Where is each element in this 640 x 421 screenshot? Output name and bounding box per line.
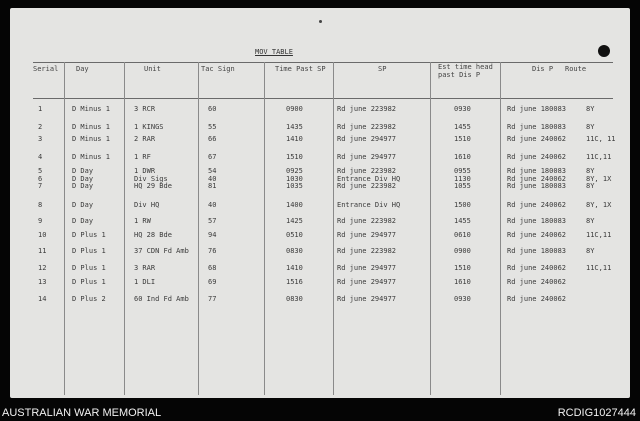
- cell-est-time: 1510: [454, 264, 471, 272]
- cell-unit: 1 DLI: [134, 278, 156, 286]
- cell-tac-sign: 76: [208, 247, 217, 255]
- cell-tac-sign: 57: [208, 217, 217, 225]
- document-title: MOV TABLE: [255, 48, 293, 56]
- cell-route: 11C,11: [586, 264, 612, 272]
- cell-tac-sign: 77: [208, 295, 217, 303]
- cell-serial: 12: [38, 264, 47, 272]
- cell-day: D Plus 1: [72, 231, 106, 239]
- cell-time: 1410: [286, 264, 303, 272]
- cell-serial: 8: [38, 201, 43, 209]
- cell-route: 8Y: [586, 217, 595, 225]
- cell-serial: 5: [38, 167, 43, 175]
- cell-dis-p: Rd june 240062: [507, 175, 567, 183]
- cell-tac-sign: 40: [208, 175, 217, 183]
- cell-est-time: 1055: [454, 182, 471, 190]
- cell-dis-p: Rd june 240062: [507, 295, 567, 303]
- cell-unit: 1 KINGS: [134, 123, 164, 131]
- cell-time: 1516: [286, 278, 303, 286]
- cell-time: 0900: [286, 105, 303, 113]
- cell-serial: 4: [38, 153, 43, 161]
- cell-serial: 6: [38, 175, 43, 183]
- cell-day: D Plus 2: [72, 295, 106, 303]
- cell-time: 1030: [286, 175, 303, 183]
- cell-unit: Div Sigs: [134, 175, 168, 183]
- cell-dis-p: Rd june 240062: [507, 278, 567, 286]
- cell-time: 0830: [286, 295, 303, 303]
- cell-route: 11C, 11: [586, 135, 616, 143]
- cell-est-time: 0930: [454, 105, 471, 113]
- column-divider: [500, 62, 501, 395]
- cell-unit: 37 CDN Fd Amb: [134, 247, 189, 255]
- cell-tac-sign: 40: [208, 201, 217, 209]
- cell-dis-p: Rd june 180083: [507, 123, 567, 131]
- cell-route: 11C,11: [586, 231, 612, 239]
- cell-tac-sign: 55: [208, 123, 217, 131]
- header-serial: Serial: [33, 65, 59, 73]
- cell-sp: Rd june 223982: [337, 105, 397, 113]
- column-divider: [64, 62, 65, 395]
- cell-day: D Plus 1: [72, 264, 106, 272]
- cell-est-time: 0900: [454, 247, 471, 255]
- cell-dis-p: Rd june 240062: [507, 231, 567, 239]
- header-route: Route: [565, 65, 587, 73]
- cell-time: 1400: [286, 201, 303, 209]
- cell-sp: Rd june 294977: [337, 153, 397, 161]
- cell-sp: Rd june 294977: [337, 295, 397, 303]
- column-divider: [333, 62, 334, 395]
- cell-sp: Rd june 223982: [337, 167, 397, 175]
- cell-time: 0925: [286, 167, 303, 175]
- cell-tac-sign: 60: [208, 105, 217, 113]
- cell-serial: 1: [38, 105, 43, 113]
- cell-route: 11C,11: [586, 153, 612, 161]
- cell-sp: Rd june 294977: [337, 231, 397, 239]
- cell-dis-p: Rd june 180083: [507, 247, 567, 255]
- cell-route: 8Y: [586, 167, 595, 175]
- cell-dis-p: Rd june 180083: [507, 217, 567, 225]
- cell-est-time: 1130: [454, 175, 471, 183]
- cell-unit: 60 Ind Fd Amb: [134, 295, 189, 303]
- cell-time: 1410: [286, 135, 303, 143]
- cell-est-time: 0610: [454, 231, 471, 239]
- cell-sp: Rd june 294977: [337, 278, 397, 286]
- cell-sp: Rd june 294977: [337, 264, 397, 272]
- cell-unit: HQ 28 Bde: [134, 231, 172, 239]
- table-header-rule: [33, 98, 613, 99]
- header-tac-sign: Tac Sign: [201, 65, 235, 73]
- cell-serial: 14: [38, 295, 47, 303]
- cell-route: 8Y: [586, 247, 595, 255]
- cell-sp: Rd june 223982: [337, 182, 397, 190]
- cell-est-time: 1455: [454, 123, 471, 131]
- cell-est-time: 0930: [454, 295, 471, 303]
- cell-dis-p: Rd june 240062: [507, 264, 567, 272]
- cell-day: D Day: [72, 217, 94, 225]
- cell-day: D Day: [72, 167, 94, 175]
- cell-time: 1510: [286, 153, 303, 161]
- cell-day: D Day: [72, 175, 94, 183]
- cell-route: 8Y, 1X: [586, 201, 612, 209]
- cell-time: 1035: [286, 182, 303, 190]
- cell-unit: 2 RAR: [134, 135, 156, 143]
- cell-dis-p: Rd june 240062: [507, 153, 567, 161]
- cell-serial: 13: [38, 278, 47, 286]
- cell-day: D Minus 1: [72, 135, 110, 143]
- header-sp: SP: [378, 65, 387, 73]
- cell-sp: Rd june 294977: [337, 135, 397, 143]
- document-sheet: [10, 8, 630, 398]
- cell-est-time: 1510: [454, 135, 471, 143]
- cell-serial: 9: [38, 217, 43, 225]
- cell-tac-sign: 69: [208, 278, 217, 286]
- cell-day: D Minus 1: [72, 105, 110, 113]
- cell-unit: 1 DWR: [134, 167, 156, 175]
- cell-serial: 3: [38, 135, 43, 143]
- cell-est-time: 1610: [454, 278, 471, 286]
- cell-day: D Day: [72, 182, 94, 190]
- cell-dis-p: Rd june 240062: [507, 135, 567, 143]
- column-divider: [198, 62, 199, 395]
- cell-day: D Plus 1: [72, 247, 106, 255]
- cell-est-time: 1610: [454, 153, 471, 161]
- cell-unit: 1 RW: [134, 217, 151, 225]
- cell-day: D Minus 1: [72, 123, 110, 131]
- cell-est-time: 1500: [454, 201, 471, 209]
- table-top-rule: [33, 62, 613, 63]
- cell-est-time: 0955: [454, 167, 471, 175]
- cell-route: 8Y: [586, 105, 595, 113]
- header-day: Day: [76, 65, 89, 73]
- header-unit: Unit: [144, 65, 161, 73]
- cell-time: 0830: [286, 247, 303, 255]
- cell-unit: 3 RAR: [134, 264, 156, 272]
- footer-right: RCDIG1027444: [557, 407, 636, 419]
- cell-unit: 3 RCR: [134, 105, 156, 113]
- cell-unit: 1 RF: [134, 153, 151, 161]
- cell-route: 8Y: [586, 123, 595, 131]
- header-dis-p: Dis P: [532, 65, 554, 73]
- cell-sp: Entrance Div HQ: [337, 201, 401, 209]
- cell-serial: 10: [38, 231, 47, 239]
- cell-tac-sign: 67: [208, 153, 217, 161]
- cell-time: 1425: [286, 217, 303, 225]
- cell-tac-sign: 81: [208, 182, 217, 190]
- cell-sp: Entrance Div HQ: [337, 175, 401, 183]
- cell-day: D Plus 1: [72, 278, 106, 286]
- cell-route: 8Y: [586, 182, 595, 190]
- cell-unit: Div HQ: [134, 201, 160, 209]
- cell-time: 1435: [286, 123, 303, 131]
- header-est-time: Est time head past Dis P: [438, 63, 493, 79]
- column-divider: [124, 62, 125, 395]
- cell-serial: 2: [38, 123, 43, 131]
- cell-dis-p: Rd june 180083: [507, 105, 567, 113]
- cell-sp: Rd june 223982: [337, 247, 397, 255]
- cell-sp: Rd june 223982: [337, 217, 397, 225]
- cell-time: 0510: [286, 231, 303, 239]
- cell-day: D Day: [72, 201, 94, 209]
- cell-dis-p: Rd june 180083: [507, 182, 567, 190]
- cell-dis-p: Rd june 180083: [507, 167, 567, 175]
- column-divider: [264, 62, 265, 395]
- ink-dot: [319, 20, 322, 23]
- cell-tac-sign: 66: [208, 135, 217, 143]
- cell-serial: 7: [38, 182, 43, 190]
- column-divider: [430, 62, 431, 395]
- cell-route: 8Y, 1X: [586, 175, 612, 183]
- cell-tac-sign: 68: [208, 264, 217, 272]
- cell-tac-sign: 54: [208, 167, 217, 175]
- cell-sp: Rd june 223982: [337, 123, 397, 131]
- header-time-past-sp: Time Past SP: [275, 65, 326, 73]
- footer-left: AUSTRALIAN WAR MEMORIAL: [2, 407, 162, 419]
- cell-dis-p: Rd june 240062: [507, 201, 567, 209]
- cell-est-time: 1455: [454, 217, 471, 225]
- cell-tac-sign: 94: [208, 231, 217, 239]
- cell-unit: HQ 29 Bde: [134, 182, 172, 190]
- cell-day: D Minus 1: [72, 153, 110, 161]
- punch-hole: [598, 45, 610, 57]
- cell-serial: 11: [38, 247, 47, 255]
